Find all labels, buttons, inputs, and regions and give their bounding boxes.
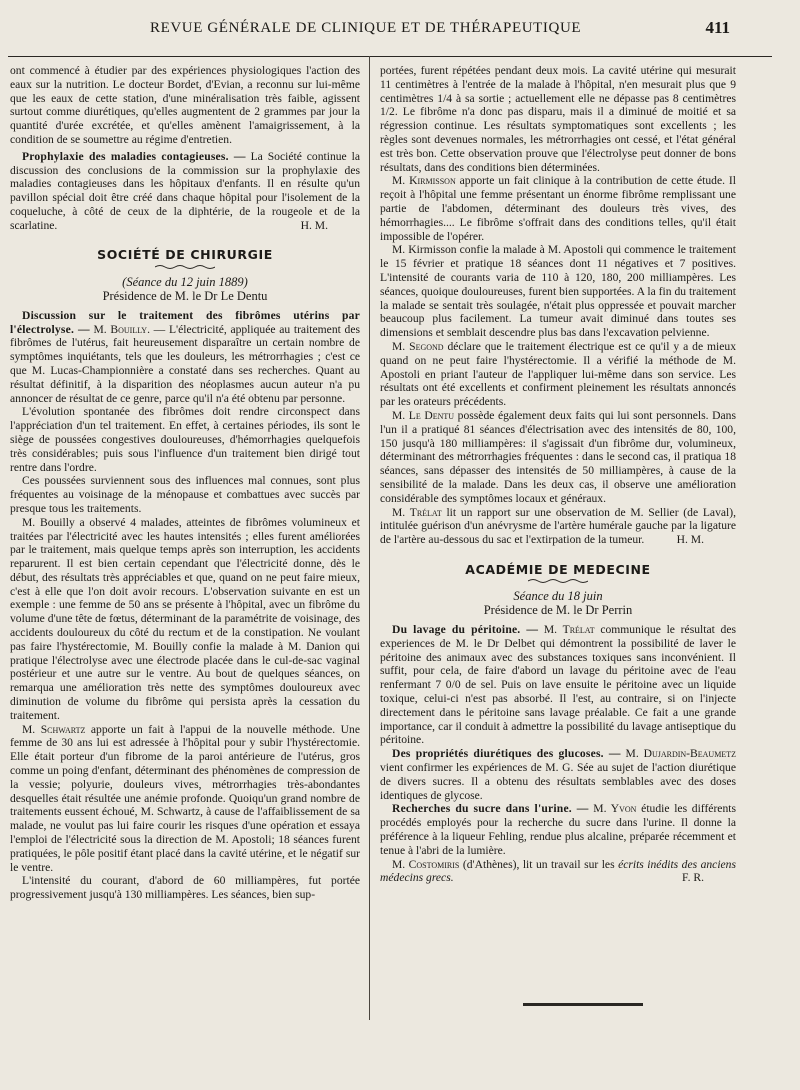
paragraph: L'évolution spontanée des fibrômes doit rendre circonspect dans l'appréciation d'un tel traitement. En effet, à certaines périodes, ils sont le siège de poussées congestives douloureuses, d'hémorrhagies quelquefois très considérables; puis sous l'influence d'un traitement bien dirigé tout rentre dans l'ordre. [10,405,360,474]
paragraph: M. Kirmisson confie la malade à M. Apostoli qui commence le traitement le 15 février et pratique 18 séances dont 11 négatives et 7 positives. L'intensité de courants varia de 110 à 120, 180, 200 milliampères. Les séances, quoique douloureuses, furent bien supportées. A la fin du traitement la malade se sentait très soulagée, n'était plus oppressée et pouvait marcher beaucoup plus facilement. La tumeur avait diminué dans toutes ses dimensions et semblait descendre plus bas dans l'excavation pelvienne. [380,243,736,340]
running-title: REVUE GÉNÉRALE DE CLINIQUE ET DE THÉRAPEUTIQUE [150,20,582,36]
page-header [0,14,800,44]
paragraph [10,723,360,875]
left-column [10,64,360,902]
right-column [380,64,736,885]
page-number: 411 [705,18,730,37]
paragraph-text: — L'électricité, appliquée au traitement des fibrômes de l'utérus, fait heureusement disparaître un certain nombre de symptômes inquiétants, tels que les douleurs, les métrorrhagies ; c'est ce que M. Lucas-Championnière a constaté dans ses recherches. Quant au résultat définitif, à la disparition des néoplasmes aucun auteur n'a pu annoncer de résultat de ce genre, parce qu'il n'a été obtenu par personne. [10,322,360,405]
paragraph: L'intensité du courant, d'abord de 60 milliampères, fut portée progressivement jusqu'à 130 milliampères. Les séances, bien sup- [10,874,360,902]
run-in-heading: Des propriétés diurétiques des glucoses. — [392,747,621,761]
signature: F. R. [682,871,704,885]
paragraph-text: possède également deux faits qui lui sont personnels. Dans l'un il a pratiqué 81 séances d'électrisation avec des intensités de 80, 100, 150 jusqu'à 180 milliampères: il s'agissait d'un fibrôme dur, volumineux, déterminant des métrorrhagies fréquentes : dans le second cas, il pratiqua 18 séances, sans dépasser des intensités de 50 milliampères, à cause de la sensibilité de la malade. Dans les deux cas, il observe une amélioration considérable des symptômes locaux et généraux. [380,408,736,505]
paragraph [380,340,736,409]
session-date: Séance du 18 juin [513,589,603,604]
paragraph [380,174,736,243]
speaker-name: M. Segond [392,339,444,353]
speaker-name: M. Le Dentu [392,408,455,422]
paragraph-text: apporte un fait clinique à la contribution de cette étude. Il reçoit à l'hôpital une femme présentant un énorme fibrôme remplissant une partie de l'abdomen, déterminant des douleurs très vives, des hémorrhagies.... Le fibrôme s'offrait dans des conditions telles, qu'il était impossible de l'opérer. [380,174,736,243]
speaker-name: M. Bouilly. [89,322,150,336]
column-divider [369,56,370,1020]
paragraph: M. Bouilly a observé 4 malades, atteintes de fibrômes volumineux et traitées par l'électricité avec les hautes intensités ; elles furent améliorées par le traitement, mais quelque temps après son interruption, les accidents reparurent. Il est bien certain cependant que l'électricité donne, dès le début, des résultats très appréciables et que, quand on ne peut faire mieux, c'est à elle que l'on doit avoir recours. L'observation suivante en est un exemple : une femme de 50 ans se présente à l'hôpital, avec un fibrôme du volume d'une tête de fœtus, déterminant de la paramétrite de voisinage, des accidents douloureux du côté du rectum et de la constipation. Ne voulant pas faire l'hystérectomie, M. Bouilly confie la malade à M. Danion qui pratique l'électrolyse avec une électrode placée dans le cul-de-sac vaginal postérieur et une autre sur le ventre. Au bout de quelques séances, on remarqua une amélioration très nette des symptômes douloureux avec diminution de volume du fibrôme qui persista après la cessation du traitement. [10,515,360,722]
paragraph [380,802,736,857]
speaker-name: M. Costomiris [392,857,460,871]
paragraph-text: déclare que le traitement électrique est ce qu'il y a de mieux quand on ne peut faire l'hystérectomie. Il a vérifié la méthode de M. Apostoli en priant l'auteur de l'appliquer lui-même dans son service. Les résultats ont été excellents et confirment pleinement les résultats annoncés par les orateurs précédents. [380,339,736,409]
speaker-name: M. Yvon [588,802,637,816]
paragraph: ont commencé à étudier par des expériences physiologiques l'action des eaux sur la nutrition. Le docteur Bordet, d'Evian, a reconnu sur lui-même que les eaux de cette station, d'une minéralisation très faible, agissent surtout comme diurétiques, qu'elles augmentent de 2 grammes par jour la quantité d'urée excrétée, et qu'elles amènent l'amaigrissement, à la condition de se soumettre au régime d'entretien. [10,64,360,146]
paragraph-text: (d'Athènes), lit un travail sur les [459,857,619,871]
paragraph [380,747,736,802]
run-in-heading: Recherches du sucre dans l'urine. — [392,802,589,816]
run-in-heading: Discussion sur le traitement des fibrômes utérins par l'électrolyse. — [10,308,360,336]
signature: H. M. [676,532,704,546]
speaker-name: M. Trélat [392,505,442,519]
paragraph [380,623,736,747]
paragraph-text: étudie les différents procédés employés pour la recherche du sucre dans l'urine. Il donne la préférence à la liqueur Fehling, rendue plus alcaline, préparée récemment et tenue à l'abri de la lumière. [380,802,736,857]
speaker-name: M. Dujardin-Beaumetz [620,747,736,761]
paragraph-text: communique le résultat des experiences de M. le Dr Delbet qui démontrent la possibilité de laver le péritoine des animaux avec des substances toxiques sans inconvénient. Il suffit, pour cela, de faire d'abord un lavage du péritoine avec de l'eau renfermant 7 0/0 de sel. Puis on lave ensuite le péritoine avec un liquide toxique, celui-ci n'est pas absorbé. Il l'est, au contraire, si on l'injecte directement dans le péritoine sans lavage préalable. Ce fait a une grande importance, car il conduit à admettre la possibilité du lavage antiseptique du péritoine. [380,623,736,747]
speaker-name: M. Schwartz [22,722,86,736]
section-heading: ACADÉMIE DE MEDECINE [465,561,651,577]
session-date: (Séance du 12 juin 1889) [122,275,248,290]
paragraph [10,309,360,406]
paragraph-text: vient confirmer les expériences de M. G. Sée au sujet de l'action diurétique de divers sucres. Il a obtenu des résultats semblables avec des doses identiques de glycose. [380,761,736,802]
paragraph: Ces poussées surviennent sous des influences mal connues, sont plus fréquentes au voisinage de la ménopause et combattues avec succès par presque tous les traitements. [10,474,360,515]
speaker-name: M. Trélat [538,623,595,637]
paragraph: portées, furent répétées pendant deux mois. La cavité utérine qui mesurait 11 centimètres à l'entrée de la malade à l'hôpital, n'en mesurait plus que 9 centimètres 1/4 à sa sortie ; actuellement elle ne dépasse pas 8 centimètres 1/2. Le fibrôme n'a donc pas disparu, mais il a diminué de moitié et sa régression continue. Les résultats symptomatiques sont excellents ; les règles sont devenues normales, les métrorrhagies ont cessé, et l'état général est très bon. Cette observation prouve que l'électrolyse peut donner de bons résultats, dans des conditions bien déterminées. [380,64,736,174]
paragraph-text: apporte un fait à l'appui de la nouvelle méthode. Une femme de 30 ans lui est adressée à l'hôpital pour y subir l'hystérectomie. Elle était porteur d'un fibrome de la paroi antérieure de l'utérus, gros comme un poing d'enfant, déterminant des phénomènes de compression de la vessie; polyurie, douleurs vives, métrorrhagies très-abondantes desquelles était résultée une anémie profonde. Quoiqu'un grand nombre de traitements eussent échoué, M. Schwartz, à cause de l'affaiblissement de sa malade, ne voulut pas lui faire courir les risques d'une opération et essaya l'emploi de l'électricité sous la direction de M. Apostoli; 18 séances furent pratiquées, le pôle positif étant placé dans la cavité utérine, et le négatif sur le ventre. [10,722,360,874]
section-heading: SOCIÉTÉ DE CHIRURGIE [97,247,273,263]
presidency: Présidence de M. le Dr Perrin [483,603,633,618]
paragraph [380,409,736,506]
italic-title: écrits inédits des anciens médecins grecs. [380,857,736,885]
presidency: Présidence de M. le Dr Le Dentu [102,288,268,303]
ornament-rule [155,264,215,270]
signature: H. M. [300,218,328,232]
paragraph-text: lit un rapport sur une observation de M. Sellier (de Laval), intitulée guérison d'un anévrysme de l'artère humérale gauche par la ligature de l'artère au-dessous du sac et l'extirpation de la tumeur. [380,505,736,547]
ornament-rule [528,578,588,584]
run-in-heading: Du lavage du péritoine. — [392,623,539,637]
header-rule [8,56,772,57]
speaker-name: M. Kirmisson [392,174,456,188]
end-rule [523,1003,643,1006]
run-in-heading: Prophylaxie des maladies contagieuses. — [22,149,246,163]
paragraph-text: La Société continue la discussion des conclusions de la commission sur la prophylaxie des maladies contagieuses dans les hôpitaux d'enfants. Il en résulte qu'un pavillon spécial doit être créé dans chaque hôpital pour l'isolement de la coqueluche, à côté de ceux de la diphtérie, de la rougeole et de la scarlatine. [10,149,360,232]
